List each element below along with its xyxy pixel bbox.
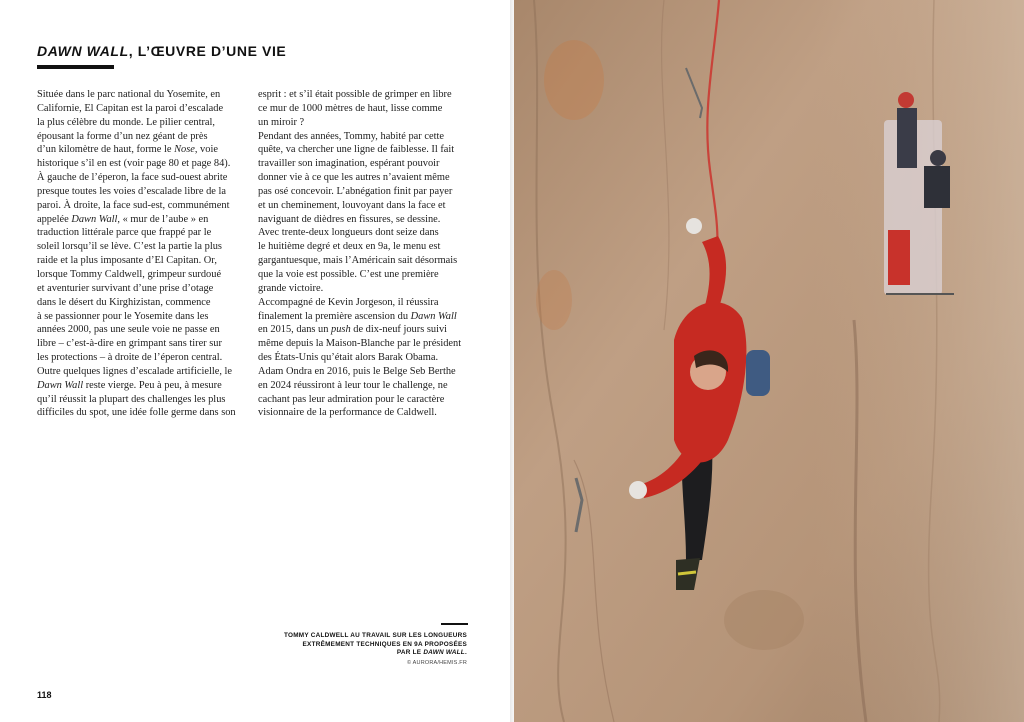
text-line: des États-Unis qu’était alors Barak Obama. [258,352,439,364]
text-line: Avec trente-deux longueurs dont seize dans [258,227,439,239]
caption-line: TOMMY CALDWELL AU TRAVAIL SUR LES LONGUEURS [283,632,467,639]
climber-pack [746,350,770,396]
text-span: en 2015, dans un [258,324,332,336]
climber-hand-low [629,481,647,499]
text-line: presque toutes les voies d’escalade libre de la [37,185,226,197]
text-line: Adam Ondra en 2016, puis le Belge Seb Berthe [258,365,456,377]
caption-italic: DAWN WALL [423,649,465,657]
rock-stain [544,40,604,120]
text-line: travailler son imagination, espérant pouvoir [258,158,440,170]
caption-rule [441,623,468,625]
text-line: dans le désert du Kirghizistan, commence [37,296,211,308]
caption-line: EXTRÊMEMENT TECHNIQUES EN 9A PROPOSÉES [302,640,467,648]
text-span: , voie [194,144,218,156]
text-line: même depuis la Maison-Blanche par le président [258,338,462,350]
text-line: les protections – à droite de l’éperon central. [37,352,223,364]
belayer-head [898,92,914,108]
text-line: Californie, El Capitan est la paroi d’escalade [37,102,224,114]
text-line: Située dans le parc national du Yosemite, en [37,89,221,100]
text-line: naviguant de dièdres en fissures, se dessine. [258,213,441,225]
text-line: paroi. À droite, la face sud-est, communément [37,199,230,211]
rock-stain [536,270,572,330]
second-person-head [930,150,946,166]
text-line: à se passionner pour le Yosemite dans les [37,310,209,322]
body-column-2 [258,88,470,420]
text-line: Accompagné de Kevin Jorgeson, il réussira [258,296,439,308]
caption-span: . [464,649,467,657]
text-line: pas osé concevoir. L’abnégation finit par payer [258,185,453,197]
headline-rest: , L’ŒUVRE D’UNE VIE [128,43,287,59]
headline-italic: DAWN WALL [37,43,129,59]
distant-wall-haze [814,0,1024,722]
text-line: qu’il réussit la plupart des challenges les plus [37,393,226,405]
text-line [37,143,242,157]
photo-credit: © AURORA/HEMIS.FR [406,660,467,666]
text-line: épousant la forme d’un nez géant de près [37,130,208,142]
page-number: 118 [37,690,52,700]
text-italic: Dawn Wall [37,379,84,391]
text-line [37,379,242,393]
text-line: raide et la plus imposante d’El Capitan. Or, [37,255,217,267]
text-italic: Dawn Wall [71,213,118,225]
text-line [37,213,242,227]
text-line: donner vie à ce que les autres n’avaient même [258,172,450,184]
caption-span: PAR LE [396,649,424,657]
belayer-body [897,108,917,168]
text-line [258,323,470,337]
text-italic: push [331,324,351,336]
text-line: À gauche de l’éperon, la face sud-ouest abrite [37,172,228,184]
text-line: ce mur de 1000 mètres de haut, lisse comme [258,102,443,114]
text-line: Pendant des années, Tommy, habité par cette [258,130,444,142]
article-headline [37,43,286,59]
body-column-1 [37,88,242,420]
text-span: , « mur de l’aube » en [117,213,209,225]
photo-caption [267,632,467,658]
text-span: appelée [37,213,72,225]
text-italic: Nose [174,144,195,156]
text-line [258,310,470,324]
text-line: esprit : et s’il était possible de grimper en libre [258,89,452,100]
text-line: quête, va chercher une ligne de faiblesse. Il fait [258,144,455,156]
text-line: en 2024 réussiront à leur tour le challenge, ne [258,379,448,391]
text-line: cachant pas leur admiration pour le caractère [258,393,445,405]
text-line: traduction littérale parce que frappé par le [37,227,212,239]
climber-hand-up [686,218,702,234]
text-span: de dix-neuf jours suivi [350,324,448,336]
text-line: que la voie est possible. C’est une première [258,268,439,280]
text-span: d’un kilomètre de haut, forme le [37,144,175,156]
text-line: la plus célèbre du monde. Le pilier central, [37,116,216,128]
second-person-body [924,166,950,208]
text-line: années 2000, pas une seule voie ne passe en [37,324,220,336]
text-line: soleil lorsqu’il se lève. C’est la partie la plus [37,241,222,253]
text-line: lorsque Tommy Caldwell, grimpeur surdoué [37,268,222,280]
climber-photo [514,0,1024,722]
text-line: et un cheminement, louvoyant dans la face et [258,199,446,211]
text-line: et aventurier survivant d’une prise d’otage [37,282,214,294]
text-line: le huitième degré et deux en 9a, le menu est [258,241,441,253]
haul-bag [888,230,910,285]
climber-shoe-accent [678,572,696,574]
text-span: reste vierge. Peu à peu, à mesure [83,379,222,391]
text-line: grande victoire. [258,282,324,294]
text-line: Outre quelques lignes d’escalade artificielle, le [37,365,233,377]
rock-stain [724,590,804,650]
text-line: historique s’il en est (voir page 80 et page 84). [37,158,231,170]
headline-rule [37,65,114,69]
text-line: visionnaire de la performance de Caldwell. [258,407,437,419]
text-italic: Dawn Wall [410,310,457,322]
text-line: gargantuesque, mais l’Américain sait désormais [258,255,458,267]
text-line: libre – c’est-à-dire en grimpant sans tirer sur [37,338,222,350]
caption-line [267,649,467,658]
text-span: finalement la première ascension du [258,310,411,322]
text-line: un miroir ? [258,116,305,128]
text-line: difficiles du spot, une idée folle germe dans son [37,407,236,419]
